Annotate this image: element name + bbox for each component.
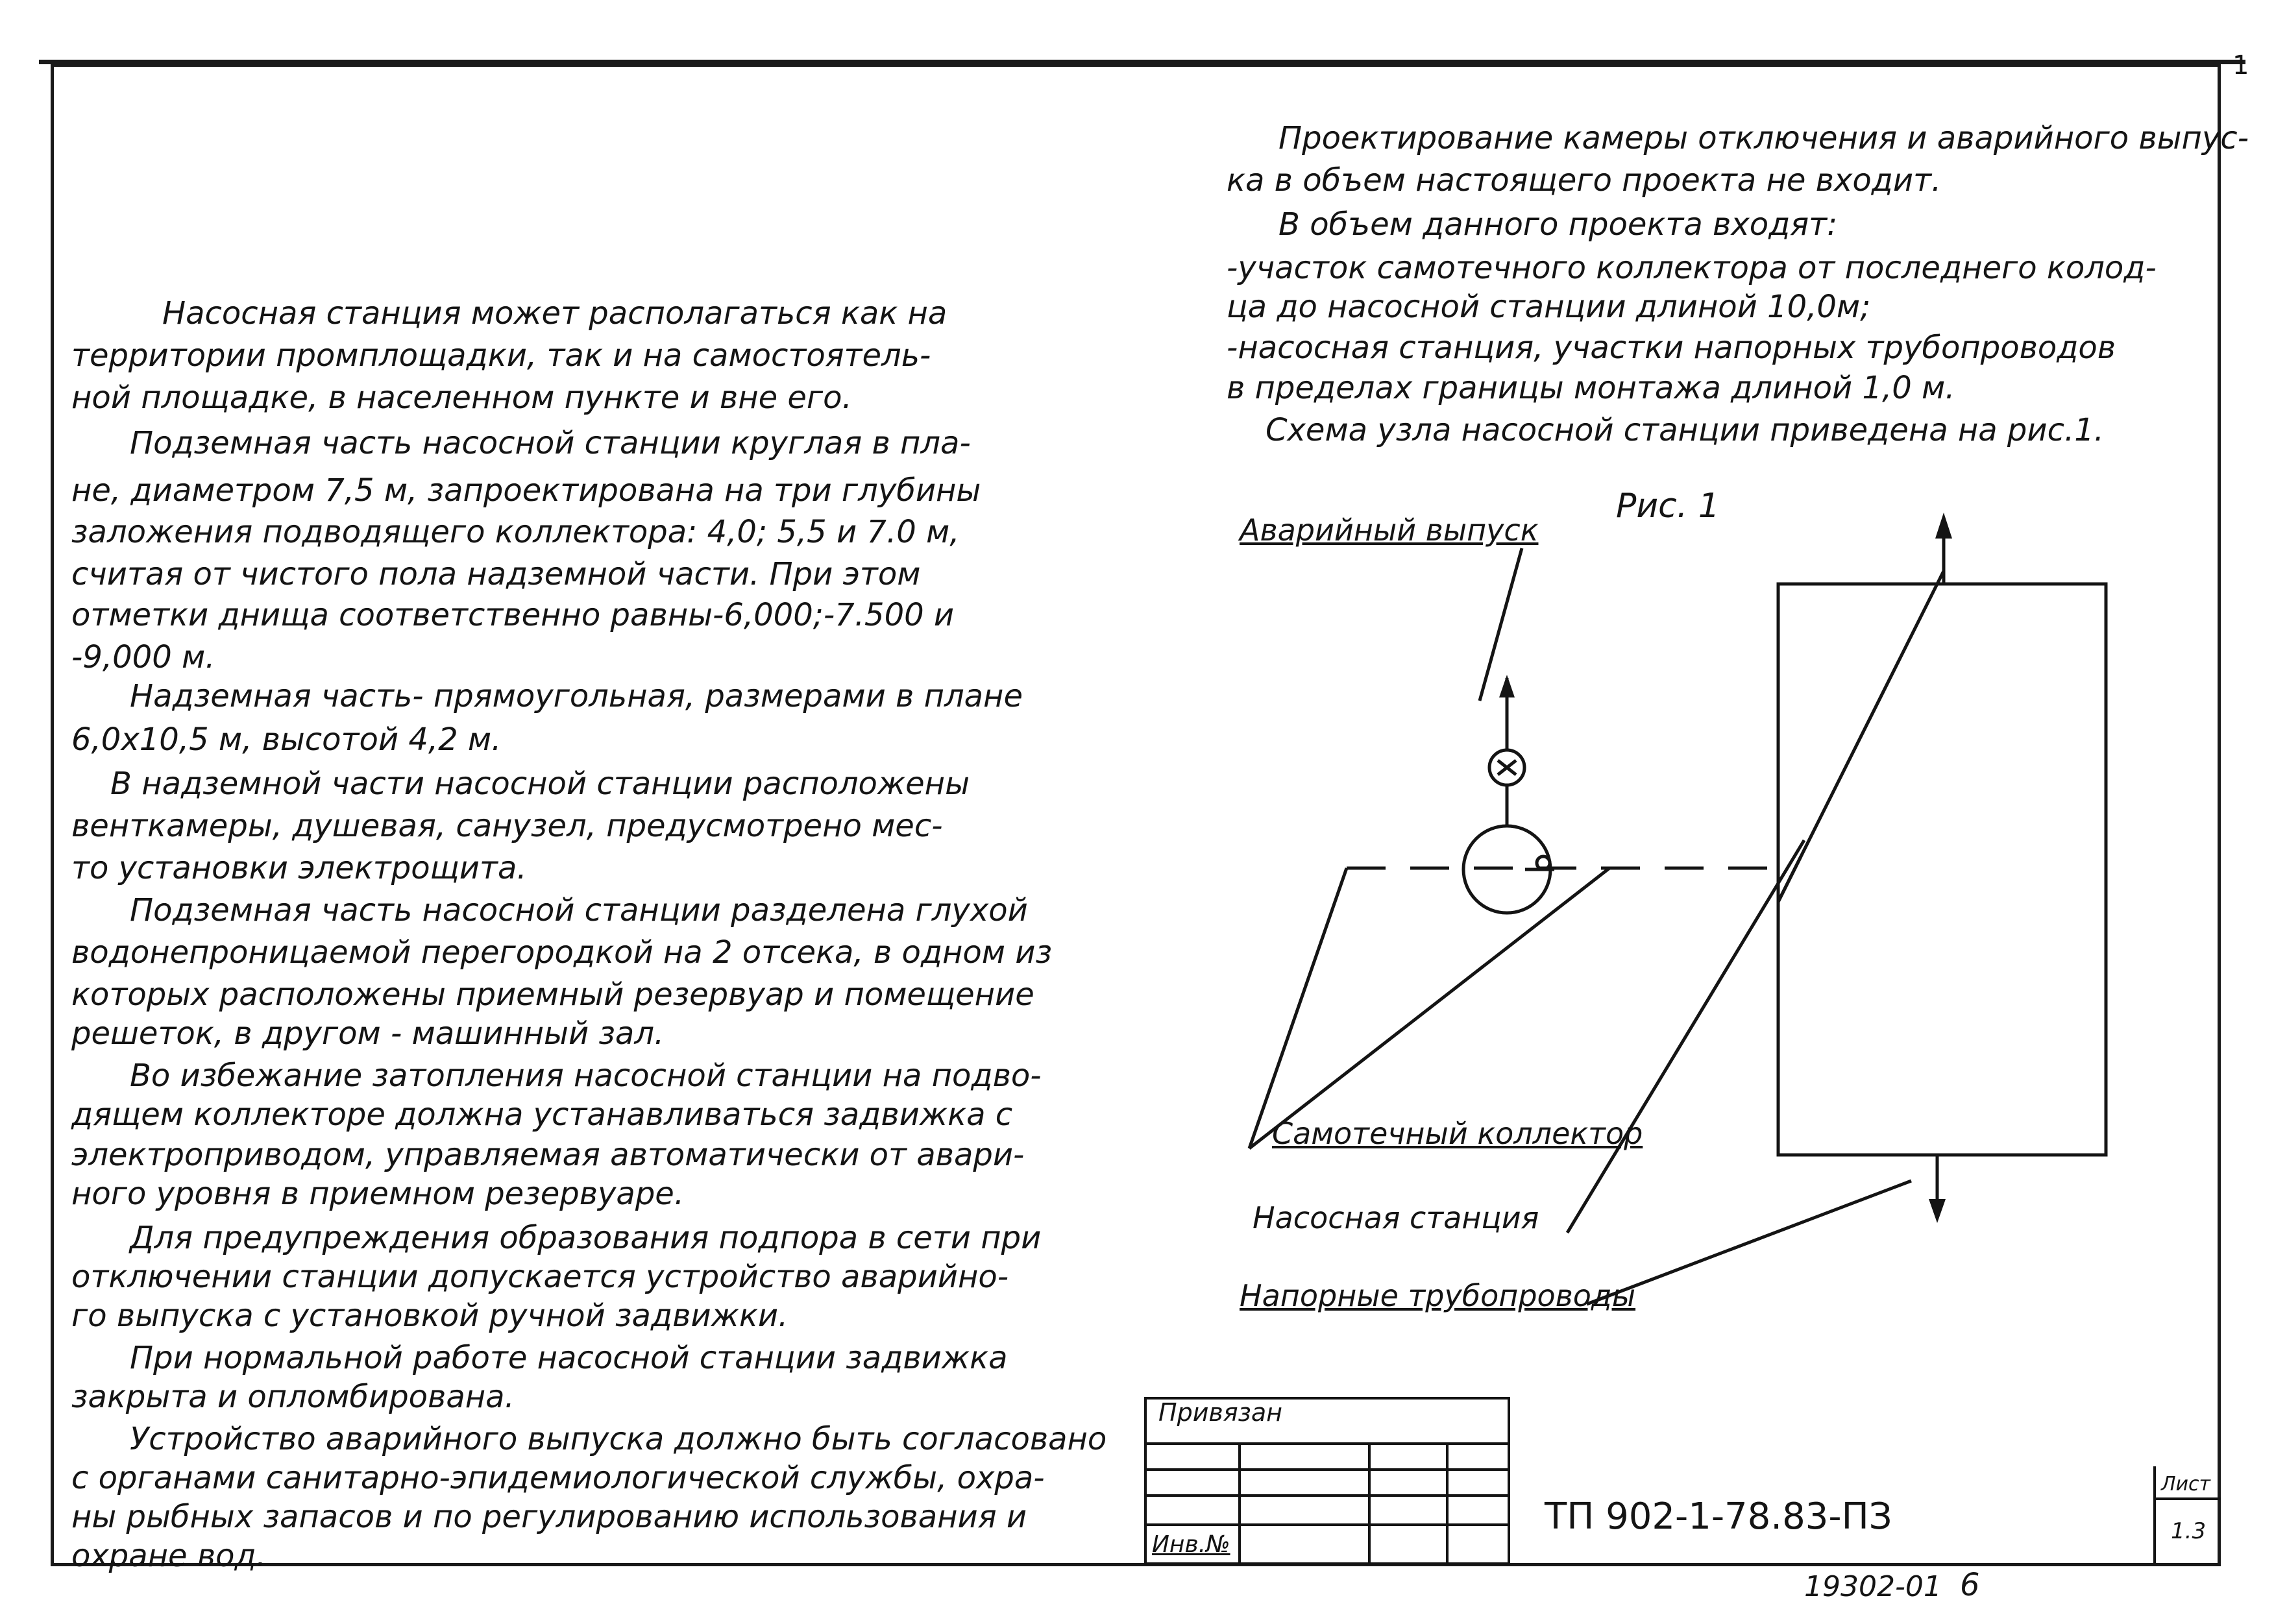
label-pumping-station: Насосная станция [1253, 1200, 1539, 1235]
left-line: В надземной части насосной станции расположены [110, 766, 970, 802]
right-line: В объем данного проекта входят: [1278, 206, 1838, 243]
left-line: закрыта и опломбирована. [71, 1379, 515, 1415]
left-line: охране вод. [71, 1538, 266, 1574]
right-line: Схема узла насосной станции приведена на рис.1. [1266, 412, 2105, 448]
left-line: -9,000 м. [71, 639, 215, 675]
document-code: ТП 902-1-78.83-ПЗ [1545, 1496, 1892, 1538]
left-line: электроприводом, управляемая автоматически от авари- [71, 1137, 1025, 1173]
right-line: в пределах границы монтажа длиной 1,0 м. [1227, 370, 1955, 406]
sheet-number: 1.3 [2171, 1518, 2207, 1544]
left-line: отключении станции допускается устройство аварийно- [71, 1259, 1009, 1295]
left-line: решеток, в другом - машинный зал. [71, 1015, 665, 1052]
right-line: -участок самотечного коллектора от последнего колод- [1227, 250, 2157, 286]
copy-number: 6 [1960, 1567, 1980, 1603]
left-line: Подземная часть насосной станции круглая в пла- [130, 425, 971, 461]
label-pressure-pipes: Напорные трубопроводы [1240, 1278, 1636, 1313]
label-emergency-outlet: Аварийный выпуск [1240, 513, 1539, 548]
stamp-tied: Привязан [1158, 1398, 1282, 1427]
left-line: Насосная станция может располагаться как на [162, 295, 948, 332]
left-line: водонепроницаемой перегородкой на 2 отсека, в одном из [71, 934, 1052, 971]
right-line: ца до насосной станции длиной 10,0м; [1227, 289, 1871, 325]
left-line: ной площадке, в населенном пункте и вне его. [71, 380, 852, 416]
left-line: заложения подводящего коллектора: 4,0; 5,5 и 7.0 м, [71, 514, 960, 550]
left-line: Устройство аварийного выпуска должно быть согласовано [130, 1421, 1107, 1457]
left-line: ны рыбных запасов и по регулированию использования и [71, 1499, 1027, 1535]
left-line: Для предупреждения образования подпора в сети при [130, 1220, 1042, 1256]
left-line: считая от чистого пола надземной части. При этом [71, 556, 921, 592]
left-line: ного уровня в приемном резервуаре. [71, 1176, 685, 1212]
left-line: Надземная часть- прямоугольная, размерами в плане [130, 678, 1023, 714]
page-number: 1 [2232, 51, 2249, 80]
left-line: При нормальной работе насосной станции задвижка [130, 1340, 1008, 1376]
label-gravity-collector: Самотечный коллектор [1272, 1116, 1643, 1151]
left-line: не, диаметром 7,5 м, запроектирована на три глубины [71, 472, 981, 509]
left-line: дящем коллекторе должна устанавливаться задвижка с [71, 1097, 1013, 1133]
figure-caption: Рис. 1 [1616, 487, 1720, 526]
left-line: го выпуска с установкой ручной задвижки. [71, 1298, 789, 1334]
stamp-inventory: Инв.№ [1152, 1531, 1230, 1558]
left-line: то установки электрощита. [71, 850, 527, 886]
left-line: отметки днища соответственно равны-6,000;-7.500 и [71, 597, 955, 633]
left-line: 6,0х10,5 м, высотой 4,2 м. [71, 721, 502, 758]
left-line: Подземная часть насосной станции разделена глухой [130, 892, 1028, 928]
right-line: ка в объем настоящего проекта не входит. [1227, 162, 1942, 199]
archive-number: 19302-01 [1804, 1570, 1942, 1603]
left-line: венткамеры, душевая, санузел, предусмотрено мес- [71, 808, 943, 844]
right-line: -насосная станция, участки напорных трубопроводов [1227, 330, 2116, 366]
left-line: территории промплощадки, так и на самостоятель- [71, 337, 931, 374]
right-line: Проектирование камеры отключения и аварийного выпус- [1278, 120, 2249, 156]
left-line: Во избежание затопления насосной станции на подво- [130, 1058, 1042, 1094]
left-line: которых расположены приемный резервуар и помещение [71, 976, 1034, 1013]
left-line: с органами санитарно-эпидемиологической службы, охра- [71, 1460, 1045, 1496]
sheet-label: Лист [2161, 1473, 2211, 1496]
